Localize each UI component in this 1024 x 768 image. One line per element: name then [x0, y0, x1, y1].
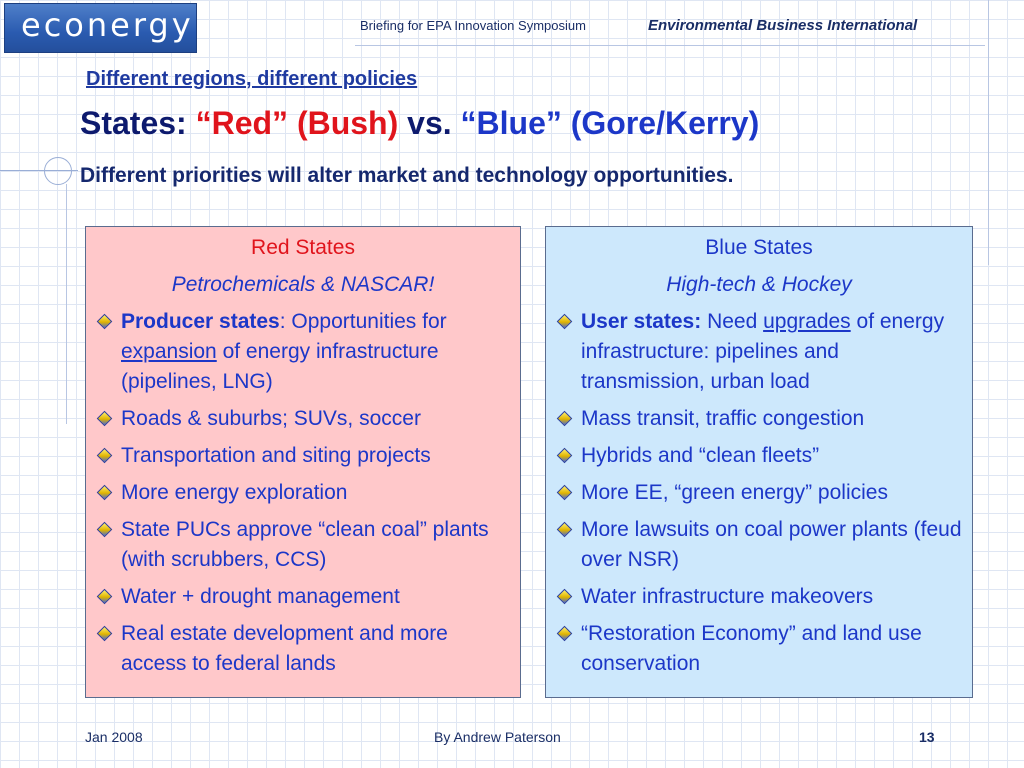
- right-decorative-line: [988, 0, 989, 265]
- title-middle: vs.: [398, 105, 461, 141]
- item-text: of energy infrastructure: pipelines and transmission, urban load: [581, 310, 945, 393]
- diamond-bullet-icon: [97, 485, 113, 501]
- list-item: [96, 582, 510, 612]
- footer-author: By Andrew Paterson: [434, 729, 561, 745]
- diamond-bullet-icon: [557, 589, 573, 605]
- footer-date: Jan 2008: [85, 729, 143, 745]
- blue-box-title: Blue States: [705, 236, 813, 259]
- item-text: Real estate development and more access to federal lands: [121, 622, 448, 675]
- red-states-box: [85, 226, 521, 698]
- blue-states-box: [545, 226, 973, 698]
- item-underlined-text: upgrades: [763, 310, 851, 333]
- list-item: [556, 478, 962, 508]
- item-text: State PUCs approve “clean coal” plants (with scrubbers, CCS): [121, 518, 489, 571]
- item-underlined-text: expansion: [121, 340, 217, 363]
- title-blue-part: “Blue” (Gore/Kerry): [460, 105, 760, 141]
- title-prefix: States:: [80, 105, 196, 141]
- item-text: of energy infrastructure (pipelines, LNG): [121, 340, 439, 393]
- item-text: Need: [701, 310, 764, 333]
- item-text: Hybrids and “clean fleets”: [581, 444, 820, 467]
- left-vertical-line: [66, 184, 67, 424]
- blue-box-list: [556, 307, 962, 679]
- list-item: [96, 441, 510, 471]
- page-number: 13: [919, 729, 935, 745]
- diamond-bullet-icon: [97, 314, 113, 330]
- diamond-bullet-icon: [557, 485, 573, 501]
- diamond-bullet-icon: [557, 448, 573, 464]
- list-item: [556, 515, 962, 575]
- slide-tagline: Different priorities will alter market and technology opportunities.: [80, 164, 734, 187]
- item-text: Water infrastructure makeovers: [581, 585, 874, 608]
- slide-subheading: Different regions, different policies: [86, 68, 418, 90]
- list-item: [96, 404, 510, 434]
- item-bold-text: Producer states: [121, 310, 280, 333]
- item-text: : Opportunities for: [279, 310, 447, 333]
- list-item: [556, 582, 962, 612]
- diamond-bullet-icon: [97, 626, 113, 642]
- title-red-part: “Red” (Bush): [195, 105, 399, 141]
- list-item: [556, 404, 962, 434]
- diamond-bullet-icon: [557, 522, 573, 538]
- briefing-label: Briefing for EPA Innovation Symposium: [360, 18, 586, 33]
- slide-title: [80, 105, 759, 142]
- list-item: [96, 515, 510, 575]
- logo-wordmark: econergy: [21, 6, 194, 44]
- diamond-bullet-icon: [97, 589, 113, 605]
- list-item: [96, 307, 510, 397]
- left-decorative-line: [0, 170, 78, 171]
- item-text: More EE, “green energy” policies: [581, 481, 888, 504]
- header-divider: [355, 45, 985, 46]
- blue-box-subtitle: High-tech & Hockey: [666, 273, 852, 296]
- item-text: Mass transit, traffic congestion: [581, 407, 865, 430]
- diamond-bullet-icon: [557, 314, 573, 330]
- diamond-bullet-icon: [97, 448, 113, 464]
- list-item: [96, 619, 510, 679]
- diamond-bullet-icon: [97, 522, 113, 538]
- item-text: Roads & suburbs; SUVs, soccer: [121, 407, 421, 430]
- red-box-title: Red States: [251, 236, 355, 259]
- item-text: More energy exploration: [121, 481, 348, 504]
- list-item: [556, 441, 962, 471]
- organization-label: Environmental Business International: [648, 17, 918, 34]
- red-box-subtitle: Petrochemicals & NASCAR!: [171, 273, 435, 296]
- item-text: More lawsuits on coal power plants (feud over NSR): [581, 518, 962, 571]
- red-box-list: [96, 307, 510, 679]
- diamond-bullet-icon: [557, 626, 573, 642]
- diamond-bullet-icon: [97, 411, 113, 427]
- list-item: [96, 478, 510, 508]
- decorative-circle: [44, 157, 72, 185]
- list-item: [556, 619, 962, 679]
- list-item: [556, 307, 962, 397]
- company-logo: [4, 3, 197, 53]
- item-text: “Restoration Economy” and land use conservation: [581, 622, 922, 675]
- item-text: Transportation and siting projects: [121, 444, 431, 467]
- item-bold-text: User states:: [581, 310, 702, 333]
- item-text: Water + drought management: [121, 585, 400, 608]
- diamond-bullet-icon: [557, 411, 573, 427]
